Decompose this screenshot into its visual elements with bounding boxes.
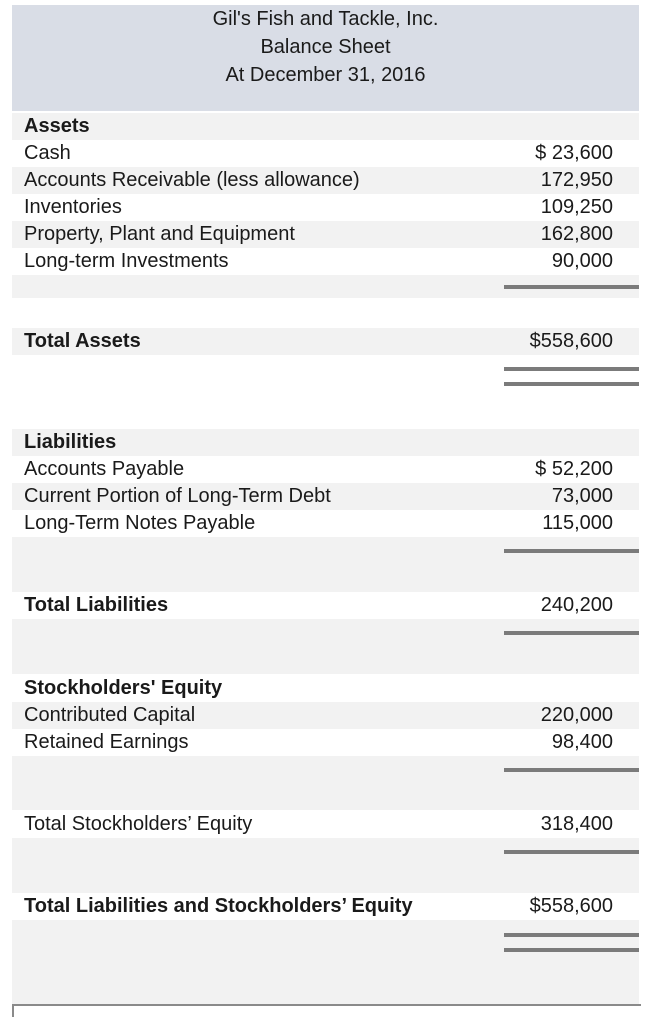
- table-row: [12, 702, 639, 729]
- double-rule-bottom: [504, 382, 639, 386]
- assets-heading-row: [12, 113, 639, 140]
- table-bottom-border: [12, 1004, 641, 1006]
- line-item-value: $ 52,200: [535, 458, 613, 480]
- total-equity-label: Total Stockholders’ Equity: [24, 813, 253, 835]
- double-rule-top: [504, 933, 639, 937]
- grand-total-label: Total Liabilities and Stockholders’ Equity: [24, 895, 413, 917]
- table-row: [12, 194, 639, 221]
- table-row: [12, 167, 639, 194]
- statement-title: Balance Sheet: [260, 36, 391, 58]
- line-item-label: Contributed Capital: [24, 704, 196, 726]
- liabilities-heading-row: [12, 429, 639, 456]
- line-item-label: Accounts Payable: [24, 458, 185, 480]
- underline-rule: [504, 631, 639, 635]
- double-rule-top: [504, 367, 639, 371]
- spacer-band: [12, 838, 639, 893]
- underline-rule: [504, 768, 639, 772]
- line-item-value: 172,950: [540, 169, 613, 191]
- line-item-label: Accounts Receivable (less allowance): [24, 169, 360, 191]
- table-row: [12, 140, 639, 167]
- line-item-label: Inventories: [24, 196, 122, 218]
- total-liabilities-row: [12, 592, 639, 619]
- line-item-label: Property, Plant and Equipment: [24, 223, 295, 245]
- line-item-value: 90,000: [551, 250, 613, 272]
- sheet-header: [12, 5, 639, 111]
- line-item-label: Cash: [24, 142, 71, 164]
- spacer-band: [12, 619, 639, 674]
- line-item-value: 115,000: [542, 512, 613, 534]
- table-row: [12, 729, 639, 756]
- total-liabilities-value: 240,200: [540, 594, 613, 616]
- underline-rule: [504, 850, 639, 854]
- statement-date: At December 31, 2016: [225, 64, 426, 86]
- grand-total-value: $558,600: [529, 895, 613, 917]
- table-row: [12, 221, 639, 248]
- grand-total-row: [12, 893, 639, 920]
- company-name: Gil's Fish and Tackle, Inc.: [212, 8, 439, 30]
- total-assets-value: $558,600: [529, 330, 613, 352]
- double-rule-bottom: [504, 948, 639, 952]
- line-item-label: Current Portion of Long-Term Debt: [24, 485, 331, 507]
- line-item-value: 162,800: [540, 223, 613, 245]
- line-item-label: Long-Term Notes Payable: [24, 512, 256, 534]
- total-equity-row: [12, 811, 639, 838]
- total-equity-value: 318,400: [540, 813, 613, 835]
- line-item-value: 109,250: [540, 196, 613, 218]
- underline-rule: [504, 549, 639, 553]
- assets-heading: Assets: [24, 115, 90, 137]
- line-item-label: Retained Earnings: [24, 731, 189, 753]
- line-item-value: 73,000: [551, 485, 613, 507]
- table-row: [12, 483, 639, 510]
- spacer-band: [12, 537, 639, 592]
- line-item-value: $ 23,600: [535, 142, 613, 164]
- balance-sheet: [12, 5, 639, 1017]
- table-left-border: [12, 1004, 14, 1017]
- total-liabilities-label: Total Liabilities: [24, 594, 169, 616]
- table-row: [12, 510, 639, 537]
- spacer-band: [12, 756, 639, 810]
- line-item-label: Long-term Investments: [24, 250, 229, 272]
- total-assets-label: Total Assets: [24, 330, 141, 352]
- line-item-value: 98,400: [551, 731, 613, 753]
- liabilities-heading: Liabilities: [24, 431, 117, 453]
- table-row: [12, 248, 639, 275]
- table-row: [12, 456, 639, 483]
- total-assets-row: [12, 328, 639, 355]
- equity-heading: Stockholders' Equity: [24, 677, 223, 699]
- underline-rule: [504, 285, 639, 289]
- line-item-value: 220,000: [540, 704, 613, 726]
- equity-heading-row: [12, 675, 639, 702]
